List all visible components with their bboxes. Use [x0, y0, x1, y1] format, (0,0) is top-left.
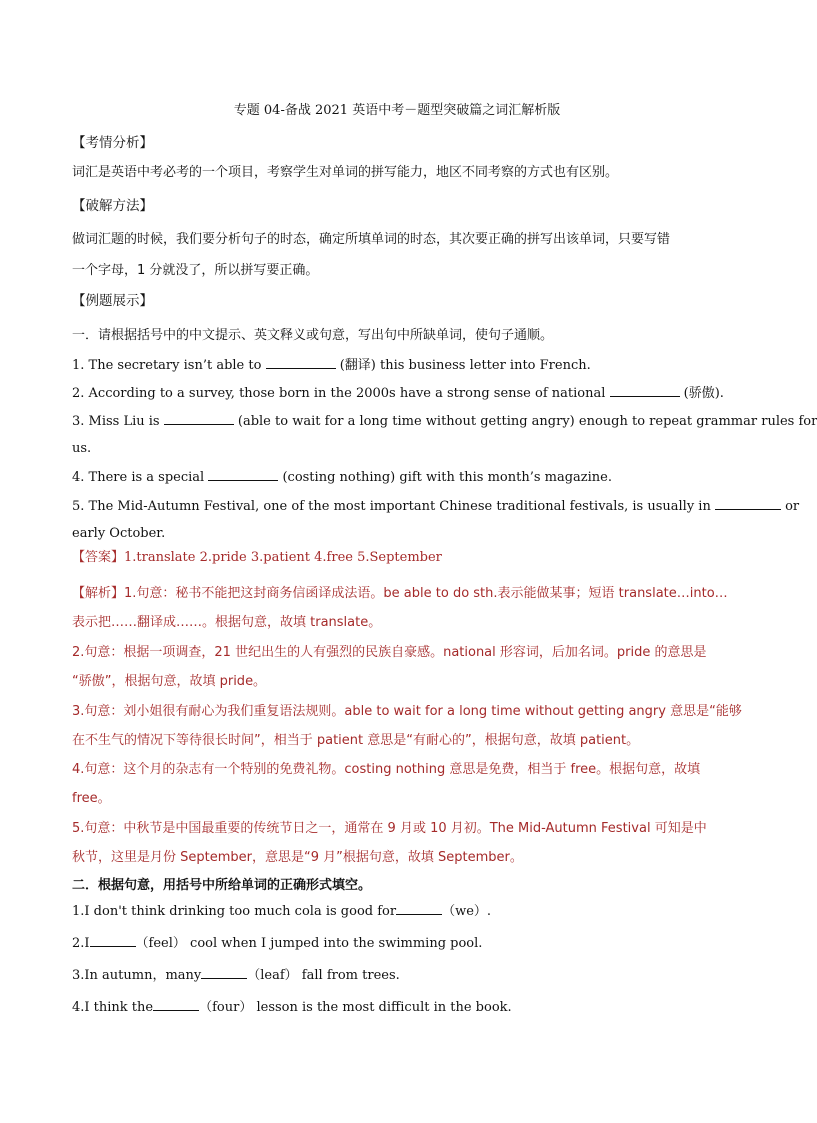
- answer-blank[interactable]: [153, 998, 199, 1011]
- explanation-4a: 4.句意：这个月的杂志有一个特别的免费礼物。costing nothing 意思是免费，相当于 free。根据句意，故填: [72, 762, 701, 777]
- analysis-heading: 【考情分析】: [72, 135, 153, 151]
- explanation-1a: [72, 585, 728, 603]
- question-text: （we）.: [442, 904, 492, 919]
- question-text: (able to wait for a long time without getting angry) enough to repeat grammar rules for: [233, 414, 817, 429]
- question-text: (costing nothing) gift with this month’s magazine.: [278, 470, 613, 485]
- part2-question-4: [72, 998, 722, 1017]
- part2-instruction: 二．根据句意，用括号中所给单词的正确形式填空。: [72, 878, 372, 893]
- method-text-2: 一个字母，1 分就没了，所以拼写要正确。: [72, 263, 319, 278]
- answer-blank[interactable]: [715, 497, 781, 510]
- answer-blank[interactable]: [396, 902, 442, 915]
- question-text: 5. The Mid-Autumn Festival, one of the most important Chinese traditional festivals, is usually in: [72, 499, 715, 514]
- explanation-2b: “骄傲”，根据句意，故填 pride。: [72, 674, 267, 689]
- document-title: 专题 04-备战 2021 英语中考－题型突破篇之词汇解析版: [233, 103, 561, 118]
- answer-line: [72, 549, 722, 567]
- explanation-5b: 秋节，这里是月份 September，意思是“9 月”根据句意，故填 September。: [72, 850, 523, 865]
- question-3: [72, 412, 817, 431]
- question-1: [72, 356, 722, 375]
- answer-blank[interactable]: [610, 384, 680, 397]
- explanation-3b: 在不生气的情况下等待很长时间”，相当于 patient 意思是“有耐心的”，根据句意，故填 patient。: [72, 733, 640, 748]
- question-text: （leaf） fall from trees.: [247, 968, 400, 983]
- answer-blank[interactable]: [266, 356, 336, 369]
- explanation-2a: 2.句意：根据一项调查，21 世纪出生的人有强烈的民族自豪感。national 形容词，后加名词。pride 的意思是: [72, 645, 707, 660]
- answer-blank[interactable]: [201, 966, 247, 979]
- question-text: 4.I think the: [72, 1000, 154, 1015]
- method-heading: 【破解方法】: [72, 198, 153, 214]
- question-text: or: [780, 499, 800, 514]
- question-text: (翻译) this business letter into French.: [335, 358, 591, 373]
- question-text: 2.I: [72, 936, 90, 951]
- question-text: (骄傲).: [679, 386, 724, 401]
- answer-blank[interactable]: [90, 934, 136, 947]
- answer-label: 【答案】: [72, 550, 125, 565]
- question-text: 2. According to a survey, those born in the 2000s have a strong sense of national: [72, 386, 610, 401]
- answer-blank[interactable]: [208, 468, 278, 481]
- question-2: [72, 384, 722, 403]
- examples-heading: 【例题展示】: [72, 293, 153, 309]
- question-4: [72, 468, 722, 487]
- explanation-1b: 表示把……翻译成……。根据句意，故填 translate。: [72, 615, 382, 630]
- question-5-cont: early October.: [72, 526, 166, 541]
- part2-question-2: [72, 934, 722, 953]
- method-text-1: 做词汇题的时候，我们要分析句子的时态，确定所填单词的时态，其次要正确的拼写出该单词，只要写错: [72, 232, 671, 247]
- explanation-label: 【解析】: [72, 586, 125, 601]
- analysis-text: 词汇是英语中考必考的一个项目，考察学生对单词的拼写能力，地区不同考察的方式也有区别。: [72, 165, 619, 180]
- explanation-text: 1.句意：秘书不能把这封商务信函译成法语。be able to do sth.表示能做某事；短语 translate…into…: [124, 586, 728, 601]
- explanation-3a: 3.句意：刘小姐很有耐心为我们重复语法规则。able to wait for a long time without getting angry 意思是“能够: [72, 704, 742, 719]
- part2-question-1: [72, 902, 722, 921]
- question-text: （feel） cool when I jumped into the swimming pool.: [135, 936, 483, 951]
- question-text: 1.I don't think drinking too much cola is good for: [72, 904, 397, 919]
- answer-text: 1.translate 2.pride 3.patient 4.free 5.September: [124, 550, 442, 565]
- question-3-cont: us.: [72, 441, 92, 456]
- question-text: 4. There is a special: [72, 470, 209, 485]
- answer-blank[interactable]: [164, 412, 234, 425]
- explanation-4b: free。: [72, 791, 111, 806]
- part2-question-3: [72, 966, 722, 985]
- question-text: （four） lesson is the most difficult in the book.: [199, 1000, 512, 1015]
- part1-instruction: 一．请根据括号中的中文提示、英文释义或句意，写出句中所缺单词，使句子通顺。: [72, 328, 554, 343]
- question-5: [72, 497, 800, 516]
- question-text: 1. The secretary isn’t able to: [72, 358, 266, 373]
- question-text: 3.In autumn，many: [72, 968, 202, 983]
- question-text: 3. Miss Liu is: [72, 414, 164, 429]
- explanation-5a: 5.句意：中秋节是中国最重要的传统节日之一，通常在 9 月或 10 月初。The Mid-Autumn Festival 可知是中: [72, 821, 707, 836]
